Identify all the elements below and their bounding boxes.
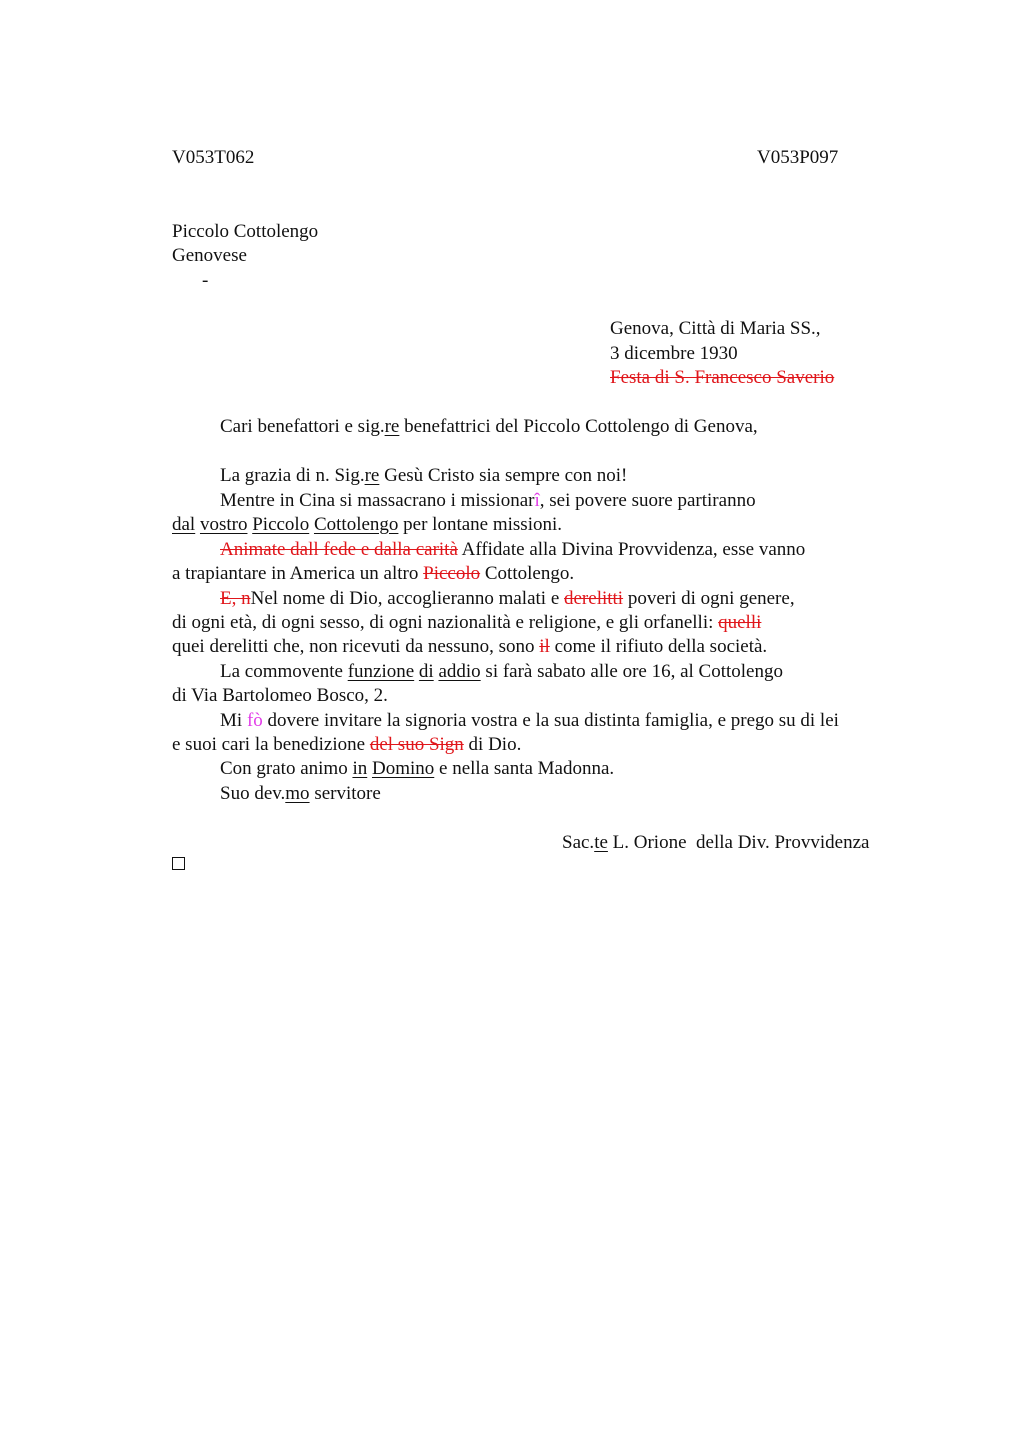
- body-line-2: Mentre in Cina si massacrano i missionarî, sei povere suore partiranno: [220, 490, 756, 511]
- body-line-9: La commovente funzione di addio si farà sabato alle ore 16, al Cottolengo: [220, 661, 783, 682]
- body-line-13: Con grato animo in Domino e nella santa Madonna.: [220, 758, 615, 779]
- dateline-date: 3 dicembre 1930: [610, 343, 738, 364]
- document-code-right: V053P097: [757, 147, 839, 168]
- body-line-7: di ogni età, di ogni sesso, di ogni nazionalità e religione, e gli orfanelli: quelli: [172, 612, 762, 633]
- body-line-8: quei derelitti che, non ricevuti da nessuno, sono il come il rifiuto della società.: [172, 636, 768, 657]
- signature: Sac.te L. Orione della Div. Provvidenza: [562, 832, 870, 853]
- body-line-10: di Via Bartolomeo Bosco, 2.: [172, 685, 388, 706]
- body-line-12: e suoi cari la benedizione del suo Sign di Dio.: [172, 734, 522, 755]
- body-line-3: dal vostro Piccolo Cottolengo per lontane missioni.: [172, 514, 563, 535]
- body-line-11: Mi fò dovere invitare la signoria vostra e la sua distinta famiglia, e prego su di lei: [220, 710, 839, 731]
- letterhead-line-1: Piccolo Cottolengo: [172, 221, 319, 242]
- checkbox-square-icon: [172, 857, 185, 870]
- body-line-14: Suo dev.mo servitore: [220, 783, 381, 804]
- dateline-deleted-feast: Festa di S. Francesco Saverio: [610, 367, 835, 388]
- dateline-place: Genova, Città di Maria SS.,: [610, 318, 821, 339]
- letterhead-dash: -: [202, 270, 209, 291]
- body-line-4: Animate dall fede e dalla carità Affidate alla Divina Provvidenza, esse vanno: [220, 539, 806, 560]
- body-line-6: E, nNel nome di Dio, accoglieranno malati e derelitti poveri di ogni genere,: [220, 588, 795, 609]
- salutation: Cari benefattori e sig.re benefattrici del Piccolo Cottolengo di Genova,: [220, 416, 758, 437]
- body-line-1: La grazia di n. Sig.re Gesù Cristo sia sempre con noi!: [220, 465, 628, 486]
- letterhead-line-2: Genovese: [172, 245, 247, 266]
- document-code-left: V053T062: [172, 147, 255, 168]
- body-line-5: a trapiantare in America un altro Piccolo Cottolengo.: [172, 563, 575, 584]
